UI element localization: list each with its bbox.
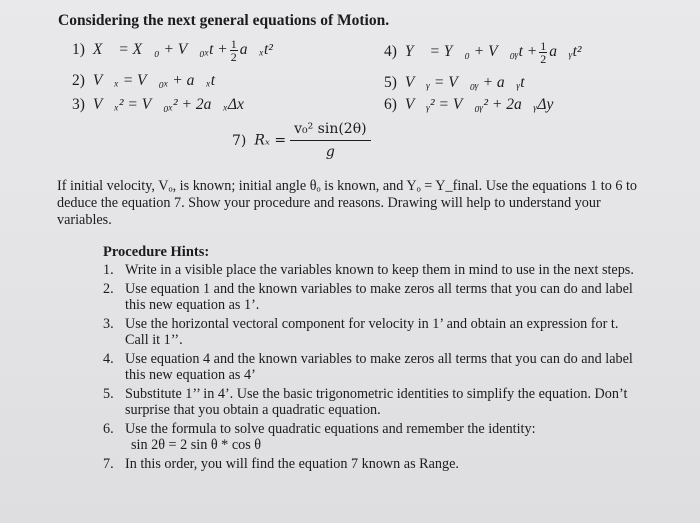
item-text: Use the formula to solve quadratic equations and remember the identity: — [125, 420, 536, 437]
hints-title: Procedure Hints: — [103, 244, 210, 260]
fraction-denominator: 2 — [230, 50, 237, 64]
equation-tail: a⃗ₓt² — [239, 41, 273, 59]
equation-6 — [384, 96, 565, 114]
equation-7 — [232, 120, 371, 161]
fraction-denominator: 2 — [540, 52, 547, 66]
list-item — [103, 386, 638, 419]
range-fraction — [290, 120, 371, 161]
list-item — [103, 281, 638, 314]
item-number: 6. — [103, 420, 114, 437]
fraction — [539, 40, 547, 65]
equation-lhs: Rₓ = — [254, 132, 287, 149]
list-item — [103, 262, 638, 279]
equation-lhs: Y⃗ = Y⃗₀ + V⃗₀ᵧt + — [404, 43, 538, 61]
item-number: 7. — [103, 455, 114, 472]
fraction-numerator: 1 — [230, 37, 237, 51]
equation-3 — [72, 96, 256, 114]
equation-number: 6) — [384, 96, 397, 113]
list-item — [103, 456, 638, 473]
equation-text: V⃗ₓ = V⃗₀ₓ + a⃗ₓt — [92, 72, 216, 89]
equation-number: 3) — [72, 96, 85, 113]
equation-tail: a⃗ᵧt² — [549, 43, 582, 61]
equation-number: 5) — [384, 74, 397, 91]
equation-4 — [384, 40, 582, 65]
item-number: 2. — [103, 280, 114, 297]
equation-number: 2) — [72, 72, 85, 89]
equation-number: 7) — [232, 132, 247, 149]
equation-text: V⃗ₓ² = V⃗₀ₓ² + 2a⃗ₓΔx⃗ — [92, 96, 256, 113]
list-item — [103, 316, 638, 349]
hints-list — [103, 262, 638, 474]
equation-5 — [384, 74, 525, 92]
item-number: 1. — [103, 262, 114, 278]
item-text: Use the horizontal vectoral component for velocity in 1’ and obtain an expression for t. Call it 1’’. — [125, 315, 619, 348]
fraction-numerator: 1 — [540, 39, 547, 53]
item-text: Use equation 4 and the known variables to make zeros all terms that you can do and label this new equation as 4’ — [125, 350, 633, 383]
equation-number: 4) — [384, 43, 397, 61]
equation-number: 1) — [72, 41, 85, 59]
item-text: Write in a visible place the variables known to keep them in mind to use in the next steps. — [125, 262, 634, 278]
item-number: 4. — [103, 350, 114, 367]
item-text: Use equation 1 and the known variables to make zeros all terms that you can do and label this new equation as 1’. — [125, 280, 633, 313]
equation-2 — [72, 72, 215, 90]
fraction-numerator: v₀² sin(2θ) — [290, 120, 371, 141]
heading: Considering the next general equations of Motion. — [58, 12, 390, 29]
fraction — [230, 38, 238, 63]
equation-text: V⃗ᵧ = V⃗₀ᵧ + a⃗ᵧt — [404, 74, 525, 91]
equation-lhs: X⃗ = X⃗₀ + V⃗₀ₓt + — [92, 41, 228, 59]
equation-1 — [72, 38, 273, 63]
list-item — [103, 421, 638, 454]
item-number: 5. — [103, 385, 114, 402]
identity-formula: sin 2θ = 2 sin θ * cos θ — [131, 437, 262, 453]
fraction-denominator: g — [325, 144, 335, 160]
item-text: In this order, you will find the equation 7 known as Range. — [125, 455, 459, 472]
item-number: 3. — [103, 315, 114, 332]
problem-statement: If initial velocity, Vₒ, is known; initial angle θₒ is known, and Yₒ = Y_final. Use the equations 1 to 6 to deduce the equation 7. Show your procedure and reasons. Drawing will help to understand your variables. — [57, 178, 638, 228]
list-item — [103, 351, 638, 384]
item-text: Substitute 1’’ in 4’. Use the basic trigonometric identities to simplify the equation. Don’t surprise that you obtain a quadratic equation. — [125, 385, 628, 418]
equation-text: V⃗ᵧ² = V⃗₀ᵧ² + 2a⃗ᵧΔy⃗ — [404, 96, 566, 113]
